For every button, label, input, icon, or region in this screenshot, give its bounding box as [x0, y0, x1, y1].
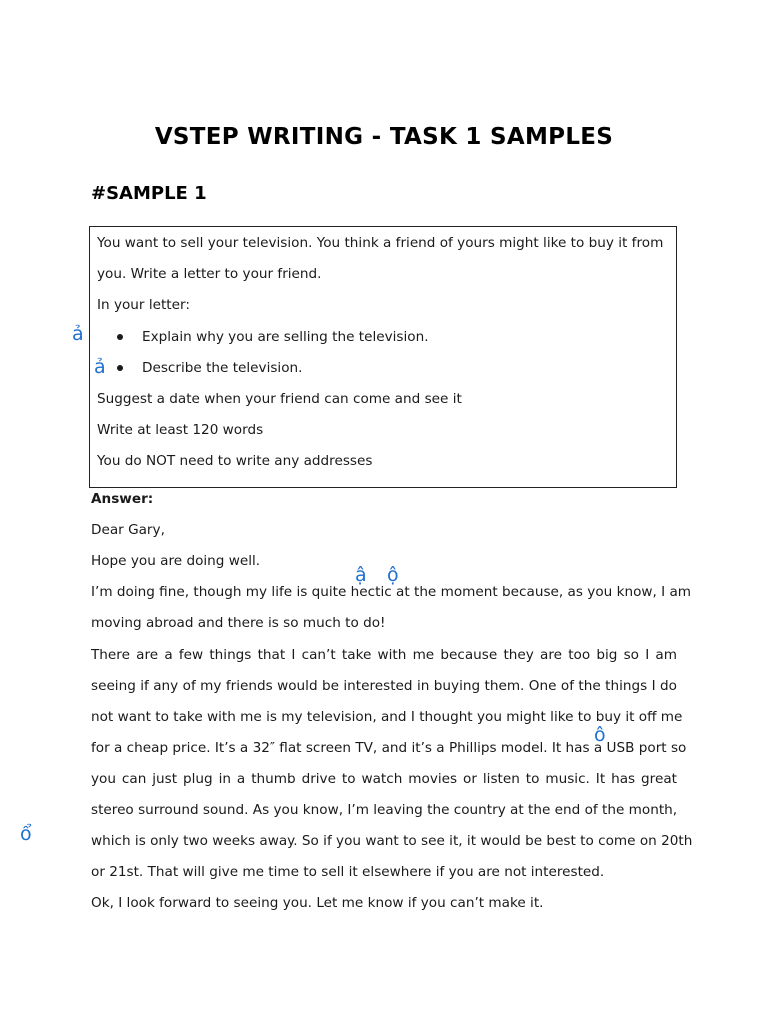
diacritic-marker: ậ: [355, 564, 367, 586]
letter-line: There are a few things that I can’t take with me because they are too big so I am: [91, 647, 677, 663]
bullet-dot: [117, 334, 123, 340]
sample-heading: #SAMPLE 1: [91, 183, 207, 204]
letter-line: Dear Gary,: [91, 522, 165, 538]
bullet-dot: [117, 365, 123, 371]
diacritic-marker: ổ: [20, 823, 32, 845]
diacritic-marker: ả: [72, 323, 84, 345]
diacritic-marker: ộ: [387, 564, 399, 586]
letter-line: you can just plug in a thumb drive to watch movies or listen to music. It has great: [91, 771, 677, 787]
letter-line: which is only two weeks away. So if you want to see it, it would be best to come on 20th: [91, 833, 693, 849]
letter-line: I’m doing fine, though my life is quite hectic at the moment because, as you know, I am: [91, 584, 692, 600]
task-line: In your letter:: [97, 297, 190, 313]
diacritic-marker: ô: [594, 724, 606, 746]
letter-line: moving abroad and there is so much to do!: [91, 615, 386, 631]
page-title: VSTEP WRITING - TASK 1 SAMPLES: [154, 124, 614, 150]
letter-line: for a cheap price. It’s a 32″ flat screen TV, and it’s a Phillips model. It has a USB port so: [91, 740, 687, 756]
letter-line: seeing if any of my friends would be interested in buying them. One of the things I do: [91, 678, 677, 694]
task-bullet: Describe the television.: [142, 360, 303, 376]
task-line: Suggest a date when your friend can come and see it: [97, 391, 462, 407]
task-line: you. Write a letter to your friend.: [97, 266, 322, 282]
letter-line: or 21st. That will give me time to sell it elsewhere if you are not interested.: [91, 864, 605, 880]
task-bullet: Explain why you are selling the television.: [142, 329, 429, 345]
letter-line: not want to take with me is my television, and I thought you might like to buy it off me: [91, 709, 683, 725]
letter-line: stereo surround sound. As you know, I’m leaving the country at the end of the month,: [91, 802, 678, 818]
task-line: You want to sell your television. You think a friend of yours might like to buy it from: [97, 235, 664, 251]
answer-label: Answer:: [91, 491, 154, 507]
letter-line: Hope you are doing well.: [91, 553, 261, 569]
letter-line: Ok, I look forward to seeing you. Let me know if you can’t make it.: [91, 895, 544, 911]
task-line: Write at least 120 words: [97, 422, 264, 438]
diacritic-marker: ả: [94, 356, 106, 378]
task-prompt-box: [89, 226, 677, 488]
task-line: You do NOT need to write any addresses: [97, 453, 373, 469]
